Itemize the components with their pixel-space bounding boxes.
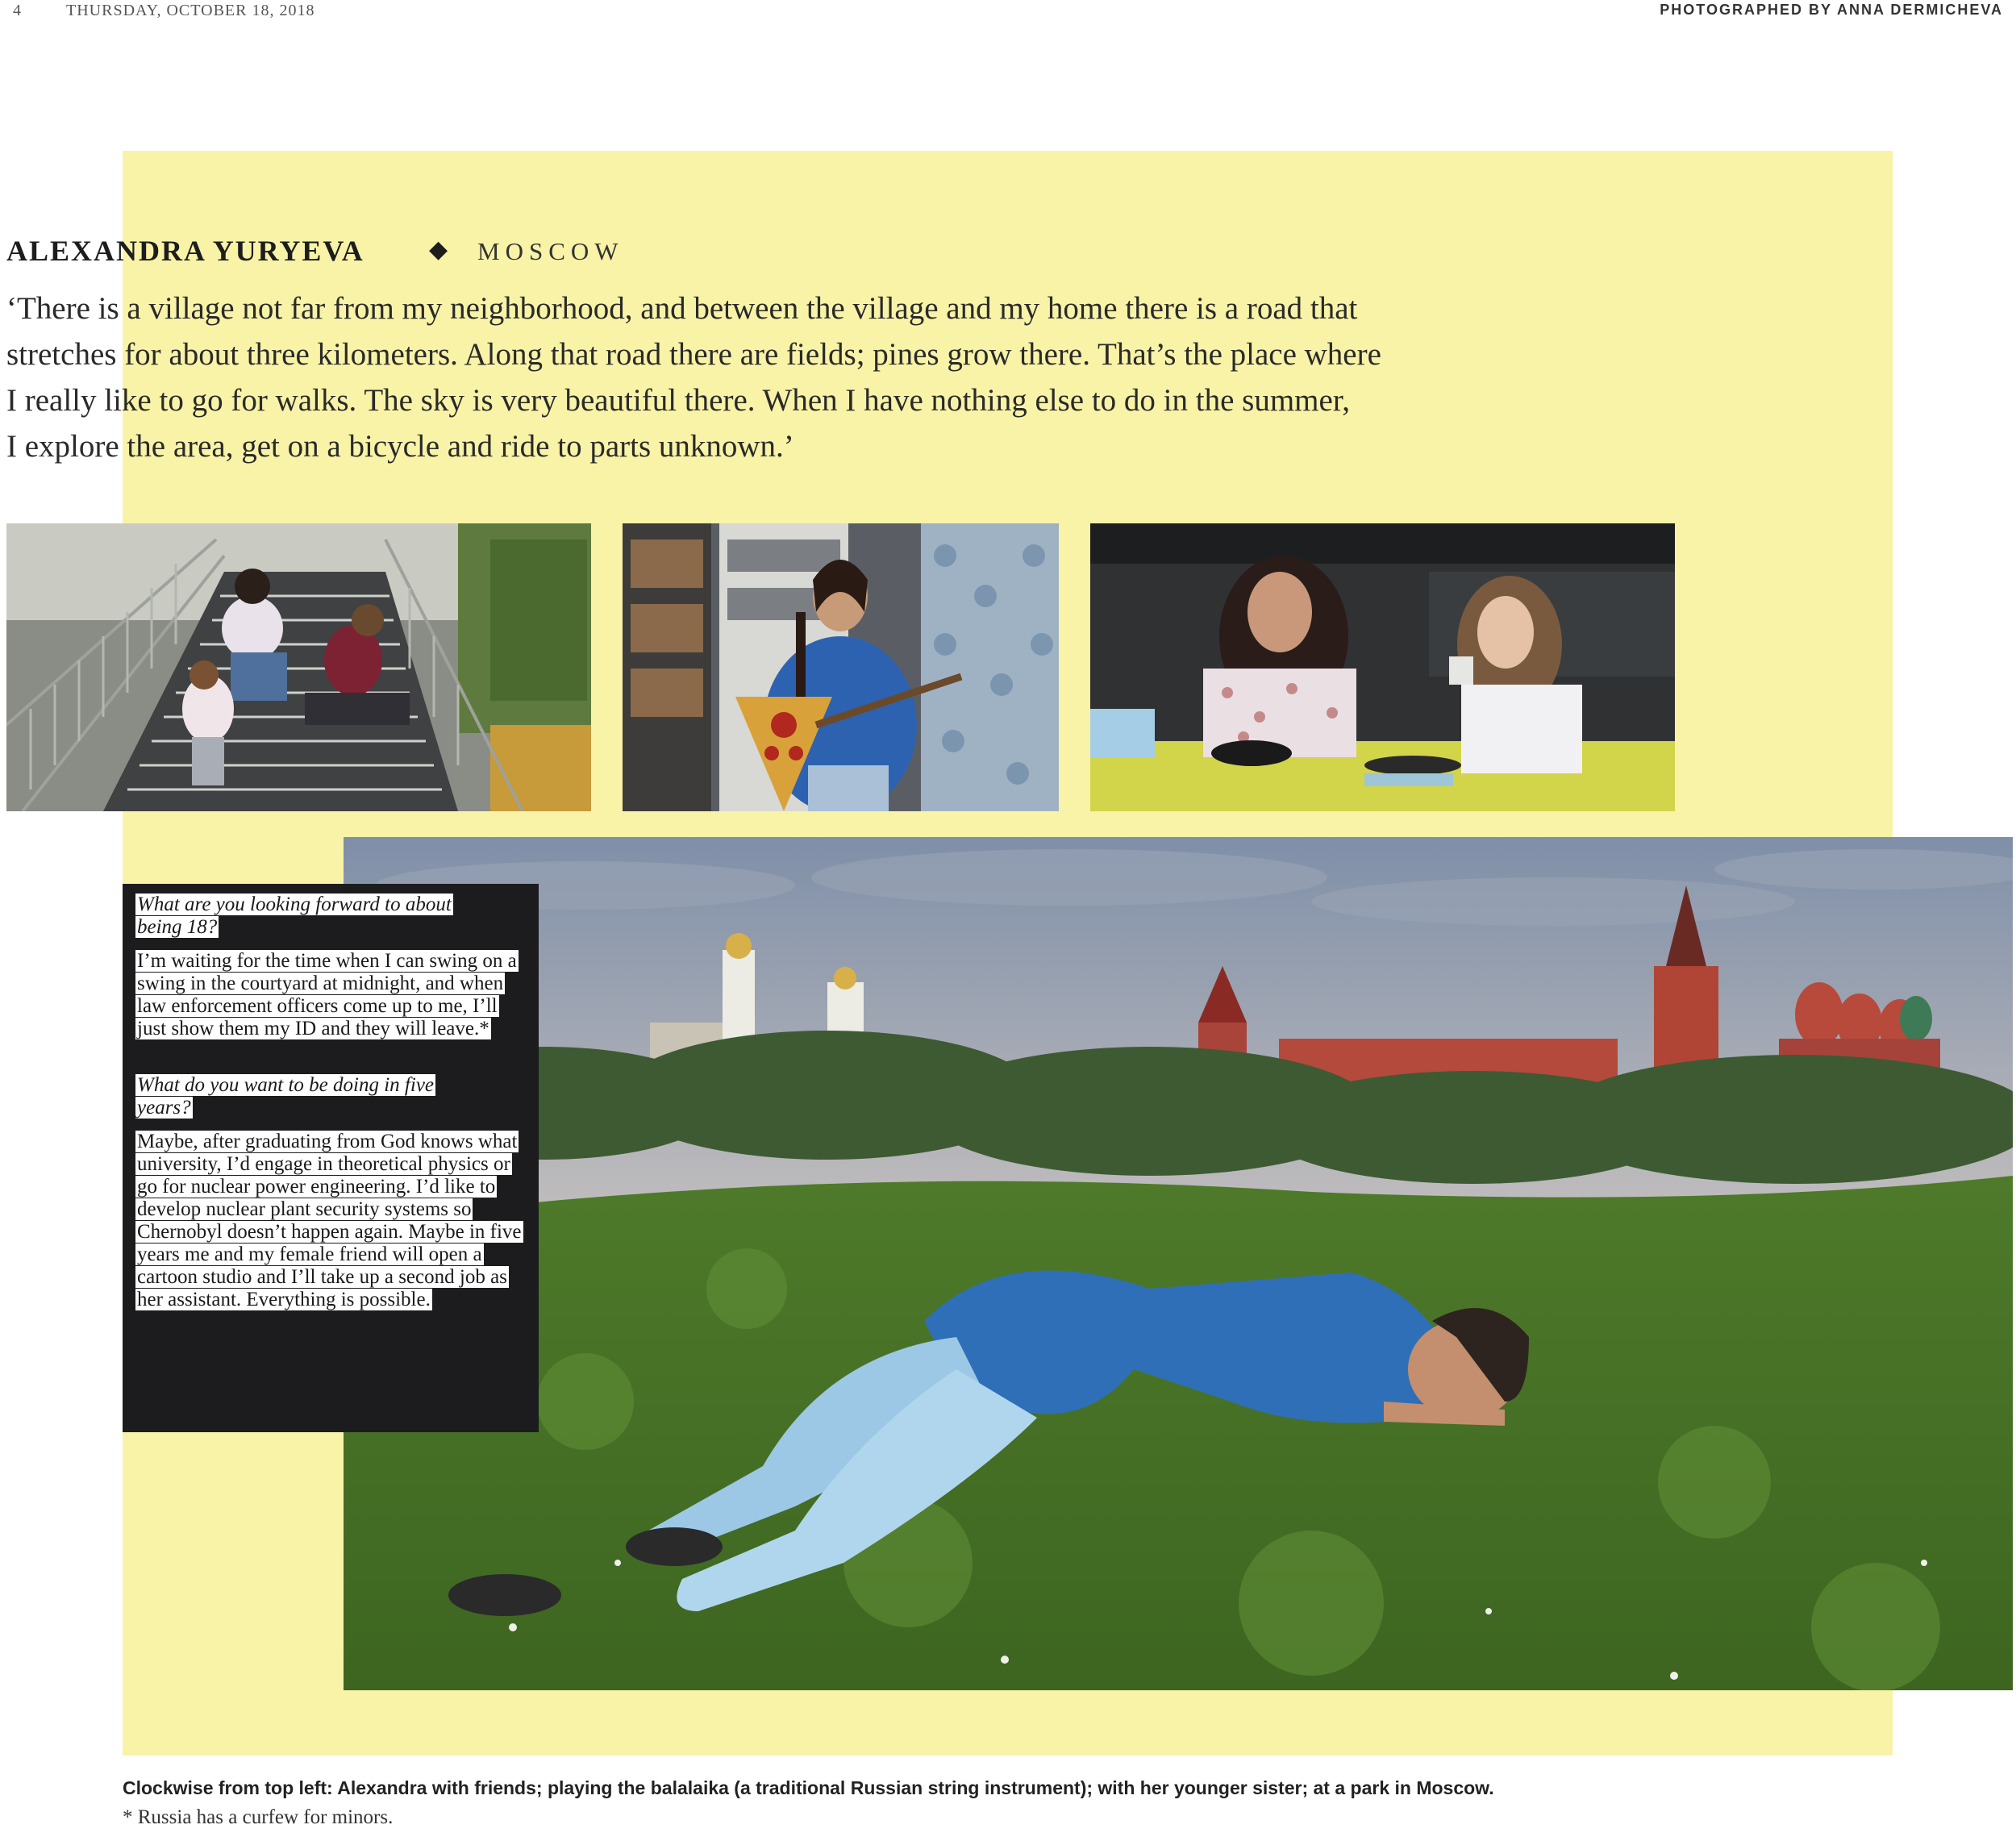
quote-line: I really like to go for walks. The sky is very beautiful there. When I have nothing else to do in the summer, — [6, 383, 1350, 418]
photo-balalaika — [623, 523, 1059, 811]
qa-answer: I’m waiting for the time when I can swing on a swing in the courtyard at midnight, and when law enforcement officers come up to me, I’ll just show them my ID and they will leave.* — [137, 950, 517, 1039]
profile-city: MOSCOW — [477, 237, 624, 265]
qa-question: What are you looking forward to about being 18? — [137, 894, 452, 938]
photo-credit: PHOTOGRAPHED BY ANNA DERMICHEVA — [1660, 2, 2003, 18]
photo-park-in-moscow — [344, 837, 2013, 1690]
qa-question: What do you want to be doing in five years? — [137, 1074, 435, 1119]
quote-line: I explore the area, get on a bicycle and ride to parts unknown.’ — [6, 429, 794, 464]
pull-quote — [6, 285, 1781, 469]
photo-with-sister — [1090, 523, 1675, 811]
qa-answer: Maybe, after graduating from God knows what university, I’d engage in theoretical physics or go for nuclear power engineering. I’d like to develop nuclear plant security systems so Chernobyl doesn’t happen again. Maybe in five years me and my female friend will open a cartoon studio and I’ll take up a second job as her assistant. Everything is possible. — [137, 1131, 522, 1310]
diamond-separator-icon: ◆ — [429, 236, 448, 263]
footnote: * Russia has a curfew for minors. — [123, 1806, 394, 1828]
page-number: 4 — [13, 2, 21, 19]
quote-line: ‘There is a village not far from my neighborhood, and between the village and my home there is a road that — [6, 291, 1358, 326]
issue-date: THURSDAY, OCTOBER 18, 2018 — [66, 2, 315, 19]
quote-line: stretches for about three kilometers. Along that road there are fields; pines grow there. That’s the place where — [6, 337, 1381, 372]
profile-name: ALEXANDRA YURYEVA — [6, 235, 364, 267]
photo-friends-on-stairs — [6, 523, 591, 811]
qa-box — [123, 884, 539, 1432]
photo-caption: Clockwise from top left: Alexandra with friends; playing the balalaika (a traditional Russian string instrument); with her younger sister; at a park in Moscow. — [123, 1777, 1494, 1798]
